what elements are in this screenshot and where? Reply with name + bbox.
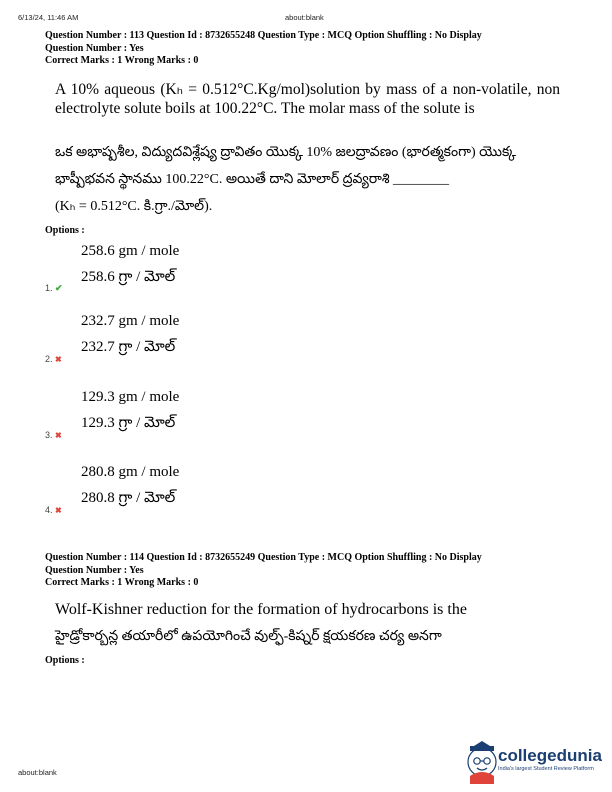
option-number: 4.	[45, 505, 53, 515]
q113-option-3-marker	[45, 430, 62, 440]
logo-tagline: India's largest Student Review Platform	[498, 766, 594, 772]
q113-meta-line2: Question Number : Yes	[45, 42, 144, 54]
q114-meta-line2: Question Number : Yes	[45, 564, 144, 576]
q113-option-2-marker	[45, 354, 62, 364]
q113-option-1-marker	[45, 283, 63, 294]
q113-question-telugu-line3: (Kₕ = 0.512°C. కి.గ్రా./మోల్).	[55, 199, 213, 214]
q114-question-english: Wolf-Kishner reduction for the formation of hydrocarbons is the	[55, 601, 467, 618]
q114-meta	[45, 552, 482, 590]
q113-option-2-telugu: 232.7 గ్రా / మోల్	[81, 339, 176, 355]
q113-meta-line3: Correct Marks : 1 Wrong Marks : 0	[45, 55, 199, 66]
browser-print-title: about:blank	[285, 13, 324, 22]
q113-option-4-telugu: 280.8 గ్రా / మోల్	[81, 490, 176, 506]
q113-options-label: Options :	[45, 225, 85, 236]
q113-option-1-telugu: 258.6 గ్రా / మోల్	[81, 269, 176, 285]
q114-options-label: Options :	[45, 655, 85, 666]
q113-question-telugu-line2: భాష్పీభవన స్థానము 100.22°C. అయితే దాని మోలార్ ద్రవ్యరాశి ________	[55, 172, 450, 187]
correct-check-icon: ✔	[55, 283, 63, 293]
q113-option-1-english: 258.6 gm / mole	[81, 243, 180, 259]
q114-meta-line3: Correct Marks : 1 Wrong Marks : 0	[45, 577, 199, 588]
wrong-cross-icon: ✖	[55, 431, 62, 440]
q113-option-3-english: 129.3 gm / mole	[81, 389, 180, 405]
logo-name: collegedunia	[498, 746, 602, 765]
q113-meta-line1: Question Number : 113 Question Id : 8732655248 Question Type : MCQ Option Shuffling : No Display	[45, 30, 482, 41]
browser-print-footer-url: about:blank	[18, 768, 57, 777]
q113-question-english: A 10% aqueous (Kₕ = 0.512°C.Kg/mol)solution by mass of a non-volatile, non electrolyte solute boils at 100.22°C. The molar mass of the solute is	[55, 81, 560, 117]
option-number: 3.	[45, 430, 53, 440]
q113-option-4-marker	[45, 505, 62, 515]
browser-print-datetime: 6/13/24, 11:46 AM	[18, 13, 79, 22]
q113-question-telugu-line1: ఒక అభాష్పశీల, విద్యుదవిశ్లేష్య ద్రావితం యొక్క 10% జలద్రావణం (భారత్మకంగా) యొక్క	[55, 145, 517, 160]
q114-question-telugu: హైడ్రోకార్బన్ల తయారీలో ఉపయోగించే వుల్ఫ్-కిష్నర్ క్షయకరణ చర్య అనగా	[55, 629, 442, 644]
wrong-cross-icon: ✖	[55, 355, 62, 364]
q113-option-3-telugu: 129.3 గ్రా / మోల్	[81, 415, 176, 431]
option-number: 2.	[45, 354, 53, 364]
option-number: 1.	[45, 283, 53, 293]
q113-option-2-english: 232.7 gm / mole	[81, 313, 180, 329]
q113-meta	[45, 30, 482, 68]
q114-meta-line1: Question Number : 114 Question Id : 8732655249 Question Type : MCQ Option Shuffling : No Display	[45, 552, 482, 563]
wrong-cross-icon: ✖	[55, 506, 62, 515]
q113-option-4-english: 280.8 gm / mole	[81, 464, 180, 480]
